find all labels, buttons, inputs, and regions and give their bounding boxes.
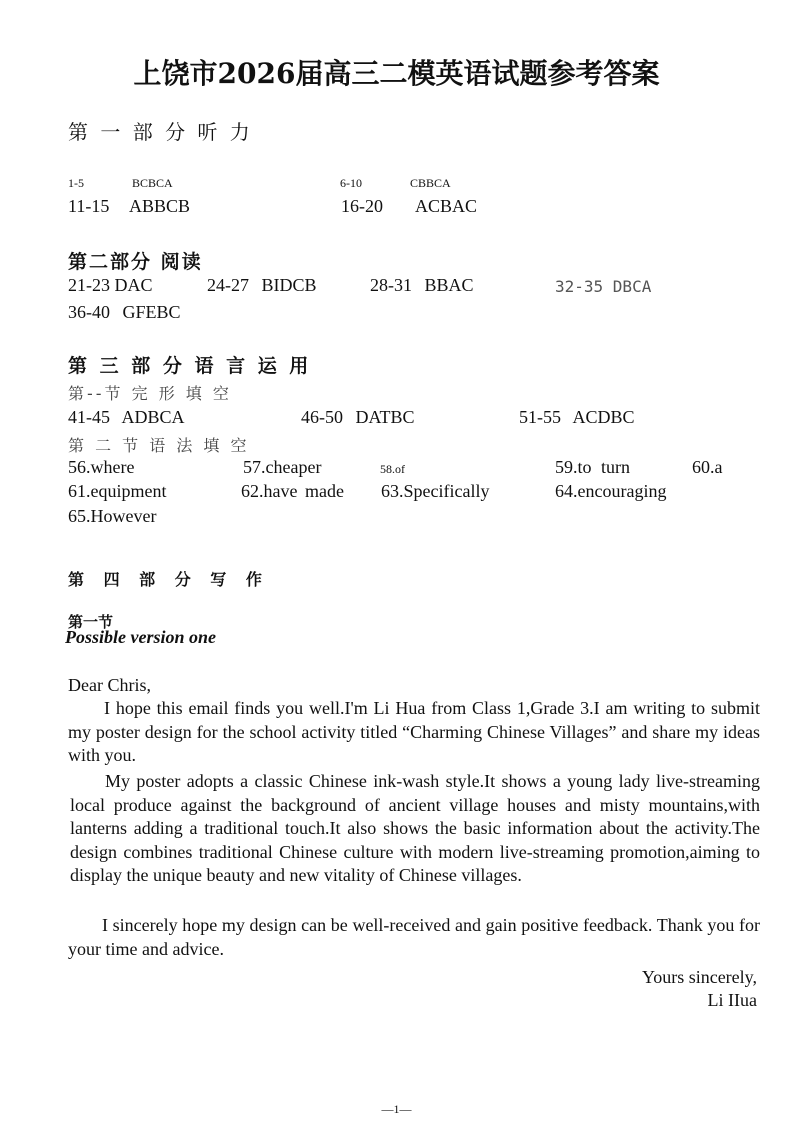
grammar-answer: 63.Specifically — [381, 481, 490, 501]
cloze-answer: 41-45 ADBCA — [68, 407, 185, 427]
letter-greeting: Dear Chris, — [68, 675, 151, 695]
grammar-answer: 60.a — [692, 457, 723, 477]
letter-paragraph-3: I sincerely hope my design can be well-received and gain positive feedback. Thank you for your time and advice. — [68, 915, 760, 959]
listening-answer-4: ACBAC — [415, 196, 478, 216]
listening-range-3: 11-15 — [68, 196, 110, 216]
part2-heading: 第二部分 阅读 — [68, 251, 203, 273]
cloze-section-heading: 第--节 完 形 填 空 — [68, 384, 232, 403]
grammar-answer: 61.equipment — [68, 481, 167, 501]
version-label: Possible version one — [65, 627, 216, 647]
reading-answer: 21-23 DAC — [68, 275, 153, 295]
part4-heading: 第 四 部 分 写 作 — [68, 570, 269, 589]
cloze-answer: 51-55 ACDBC — [519, 407, 635, 427]
grammar-answer: 64.encouraging — [555, 481, 667, 501]
letter-paragraph-1: I hope this email finds you well.I'm Li Hua from Class 1,Grade 3.I am writing to submit my poster design for the school activity titled “Charming Chinese Villages” and share my ideas with you. — [68, 698, 760, 765]
listening-answer-1: BCBCA — [132, 176, 173, 190]
listening-range-2: 6-10 — [340, 176, 362, 190]
reading-answer: 24-27 BIDCB — [207, 275, 317, 295]
listening-answer-3: ABBCB — [129, 196, 191, 216]
letter-signature: Li IIua — [707, 990, 757, 1010]
grammar-answer: 65.However — [68, 506, 157, 526]
listening-answer-2: CBBCA — [410, 176, 451, 190]
grammar-answer: 59.to turn — [555, 457, 630, 477]
letter-paragraph-2: My poster adopts a classic Chinese ink-wash style.It shows a young lady live-streaming local produce against the background of ancient village houses and misty mountains,with lanterns adding a traditional touch.It also shows the basic information about the activity.The design combines traditional Chinese culture with modern live-streaming promotion,aiming to display the unique beauty and new vitality of Chinese villages. — [70, 771, 760, 885]
page-title: 上饶市2026届高三二模英语试题参考答案 — [133, 57, 660, 90]
page-number: —1— — [381, 1102, 412, 1116]
letter-closing: Yours sincerely, — [642, 967, 757, 987]
part1-heading: 第 一 部 分 听 力 — [68, 120, 253, 144]
grammar-answer: 57.cheaper — [243, 457, 322, 477]
reading-answer: 36-40 GFEBC — [68, 302, 181, 322]
listening-range-1: 1-5 — [68, 176, 84, 190]
grammar-answer: 56.where — [68, 457, 135, 477]
reading-answer: 28-31 BBAC — [370, 275, 474, 295]
grammar-answer: 62.have made — [241, 481, 344, 501]
reading-answer: 32-35 DBCA — [555, 277, 652, 296]
listening-range-4: 16-20 — [341, 196, 383, 216]
writing-section-heading: 第一节 — [68, 613, 114, 631]
grammar-section-heading: 第 二 节 语 法 填 空 — [68, 436, 250, 455]
part3-heading: 第 三 部 分 语 言 运 用 — [68, 355, 312, 377]
cloze-answer: 46-50 DATBC — [301, 407, 415, 427]
grammar-answer: 58.of — [380, 462, 405, 476]
